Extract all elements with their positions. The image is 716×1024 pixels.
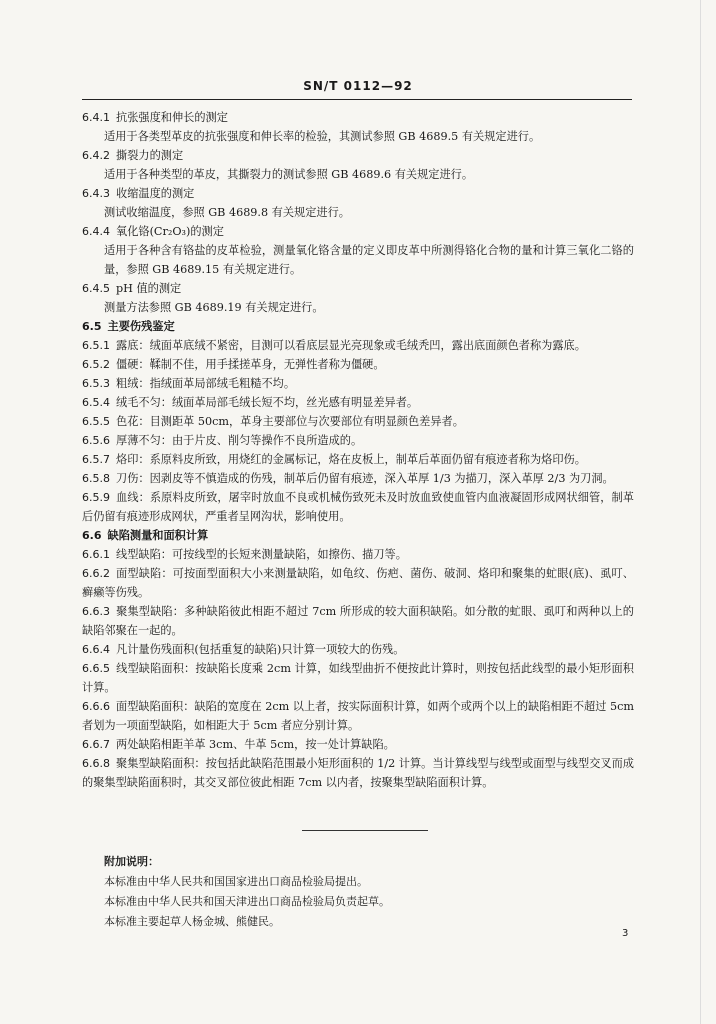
- section-number: 6.4.2: [82, 149, 110, 162]
- section-heading: [82, 279, 634, 298]
- item-number: 6.6.8: [82, 757, 110, 770]
- section-title: pH 值的测定: [116, 282, 182, 295]
- item-text: 聚集型缺陷面积：按包括此缺陷范围最小矩形面积的 1/2 计算。当计算线型与线型或面型与线型交叉而成的聚集型缺陷面积时，其交叉部位彼此相距 7cm 以内者，按聚集型缺陷面积计算。: [82, 757, 634, 789]
- header-rule: [82, 99, 632, 100]
- item-number: 6.5.7: [82, 453, 110, 466]
- section-number: 6.4.5: [82, 282, 110, 295]
- item-text: 烙印：系原料皮所致，用烧红的金属标记，烙在皮板上，制革后革面仍留有痕迹者称为烙印伤。: [116, 453, 586, 466]
- section-title: 撕裂力的测定: [116, 149, 184, 162]
- item-6-6-4: [82, 640, 634, 659]
- section-number: 6.4.4: [82, 225, 110, 238]
- section-text: 适用于各种含有铬盐的皮革检验，测量氧化铬含量的定义即皮革中所测得铬化合物的量和计算三氧化二铬的量，参照 GB 4689.15 有关规定进行。: [104, 244, 634, 276]
- item-6-5-9: [82, 488, 634, 526]
- item-6-6-1: [82, 545, 634, 564]
- item-number: 6.6.3: [82, 605, 110, 618]
- section-title: 缺陷测量和面积计算: [107, 528, 209, 542]
- item-6-6-8: [82, 754, 634, 792]
- item-text: 面型缺陷：可按面型面积大小来测量缺陷，如龟纹、伤疤、菌伤、破洞、烙印和聚集的虻眼(底)、虱叮、癣癞等伤残。: [82, 567, 634, 599]
- item-number: 6.5.2: [82, 358, 110, 371]
- section-heading: [82, 222, 634, 241]
- item-number: 6.6.2: [82, 567, 110, 580]
- notes-line: 本标准由中华人民共和国天津进出口商品检验局负责起草。: [104, 895, 390, 908]
- item-text: 刀伤：因剥皮等不慎造成的伤残，制革后仍留有痕迹，深入革厚 1/3 为描刀，深入革厚 2/3 为刀洞。: [116, 472, 614, 485]
- section-heading-6-5: [82, 317, 634, 336]
- item-text: 血线：系原料皮所致，屠宰时放血不良或机械伤致死未及时放血致使血管内血液凝固形成网状细管，制革后仍留有痕迹形成网状，严重者呈网沟状，影响使用。: [82, 491, 634, 523]
- section-heading: [82, 184, 634, 203]
- document-body: [82, 108, 634, 792]
- item-6-6-6: [82, 697, 634, 735]
- item-6-5-8: [82, 469, 634, 488]
- section-heading-6-6: [82, 526, 634, 545]
- item-text: 凡计量伤残面积(包括重复的缺陷)只计算一项较大的伤残。: [116, 643, 405, 656]
- item-text: 露底：绒面革底绒不紧密，目测可以看底层显光亮现象或毛绒秃凹，露出底面颜色者称为露底。: [116, 339, 586, 352]
- item-6-5-5: [82, 412, 634, 431]
- section-number: 6.5: [82, 320, 102, 333]
- scan-margin-line: [700, 0, 701, 1024]
- section-text: 适用于各类型革皮的抗张强度和伸长率的检验，其测试参照 GB 4689.5 有关规定进行。: [104, 130, 541, 143]
- page-number: 3: [622, 928, 629, 939]
- notes-title: 附加说明：: [104, 855, 159, 868]
- item-6-5-2: [82, 355, 634, 374]
- section-text: 测试收缩温度，参照 GB 4689.8 有关规定进行。: [104, 206, 350, 219]
- item-6-5-7: [82, 450, 634, 469]
- item-text: 面型缺陷面积：缺陷的宽度在 2cm 以上者，按实际面积计算，如两个或两个以上的缺陷相距不超过 5cm 者划为一项面型缺陷，如相距大于 5cm 者应分别计算。: [82, 700, 634, 732]
- item-number: 6.5.1: [82, 339, 110, 352]
- section-text: 测量方法参照 GB 4689.19 有关规定进行。: [104, 301, 324, 314]
- additional-notes: [104, 852, 604, 932]
- section-number: 6.4.1: [82, 111, 110, 124]
- item-number: 6.5.3: [82, 377, 110, 390]
- item-6-5-3: [82, 374, 634, 393]
- section-heading: [82, 108, 634, 127]
- section-title: 收缩温度的测定: [116, 187, 195, 200]
- item-text: 色花：目测距革 50cm，革身主要部位与次要部位有明显颜色差异者。: [116, 415, 464, 428]
- section-number: 6.4.3: [82, 187, 110, 200]
- item-number: 6.5.5: [82, 415, 110, 428]
- item-number: 6.6.7: [82, 738, 110, 751]
- item-text: 两处缺陷相距羊革 3cm、牛革 5cm，按一处计算缺陷。: [116, 738, 395, 751]
- notes-line: 本标准主要起草人杨金城、熊健民。: [104, 915, 280, 928]
- standard-code-header: SN/T 0112—92: [303, 79, 413, 93]
- item-text: 僵硬：鞣制不佳，用手揉搓革身，无弹性者称为僵硬。: [116, 358, 385, 371]
- section-heading: [82, 146, 634, 165]
- end-separator: [302, 830, 428, 831]
- item-6-5-4: [82, 393, 634, 412]
- section-title: 氧化铬(Cr₂O₃)的测定: [116, 225, 224, 238]
- item-text: 线型缺陷面积：按缺陷长度乘 2cm 计算，如线型曲折不便按此计算时，则按包括此线型的最小矩形面积计算。: [82, 662, 634, 694]
- item-text: 绒毛不匀：绒面革局部毛绒长短不均，丝光感有明显差异者。: [116, 396, 419, 409]
- item-6-5-6: [82, 431, 634, 450]
- section-number: 6.6: [82, 529, 102, 542]
- item-number: 6.5.4: [82, 396, 110, 409]
- item-number: 6.6.5: [82, 662, 110, 675]
- item-number: 6.5.6: [82, 434, 110, 447]
- item-number: 6.6.6: [82, 700, 110, 713]
- item-text: 线型缺陷：可按线型的长短来测量缺陷，如擦伤、描刀等。: [116, 548, 407, 561]
- item-number: 6.5.9: [82, 491, 110, 504]
- section-title: 抗张强度和伸长的测定: [116, 111, 228, 124]
- item-6-6-3: [82, 602, 634, 640]
- item-text: 厚薄不匀：由于片皮、削匀等操作不良所造成的。: [116, 434, 363, 447]
- item-number: 6.6.4: [82, 643, 110, 656]
- item-6-6-2: [82, 564, 634, 602]
- section-title: 主要伤残鉴定: [107, 319, 175, 333]
- item-6-5-1: [82, 336, 634, 355]
- item-6-6-7: [82, 735, 634, 754]
- item-6-6-5: [82, 659, 634, 697]
- item-text: 聚集型缺陷：多种缺陷彼此相距不超过 7cm 所形成的较大面积缺陷。如分散的虻眼、虱叮和两种以上的缺陷邻聚在一起的。: [82, 605, 634, 637]
- item-text: 粗绒：指绒面革局部绒毛粗糙不均。: [116, 377, 296, 390]
- section-text: 适用于各种类型的革皮，其撕裂力的测试参照 GB 4689.6 有关规定进行。: [104, 168, 474, 181]
- notes-line: 本标准由中华人民共和国国家进出口商品检验局提出。: [104, 875, 368, 888]
- item-number: 6.5.8: [82, 472, 110, 485]
- item-number: 6.6.1: [82, 548, 110, 561]
